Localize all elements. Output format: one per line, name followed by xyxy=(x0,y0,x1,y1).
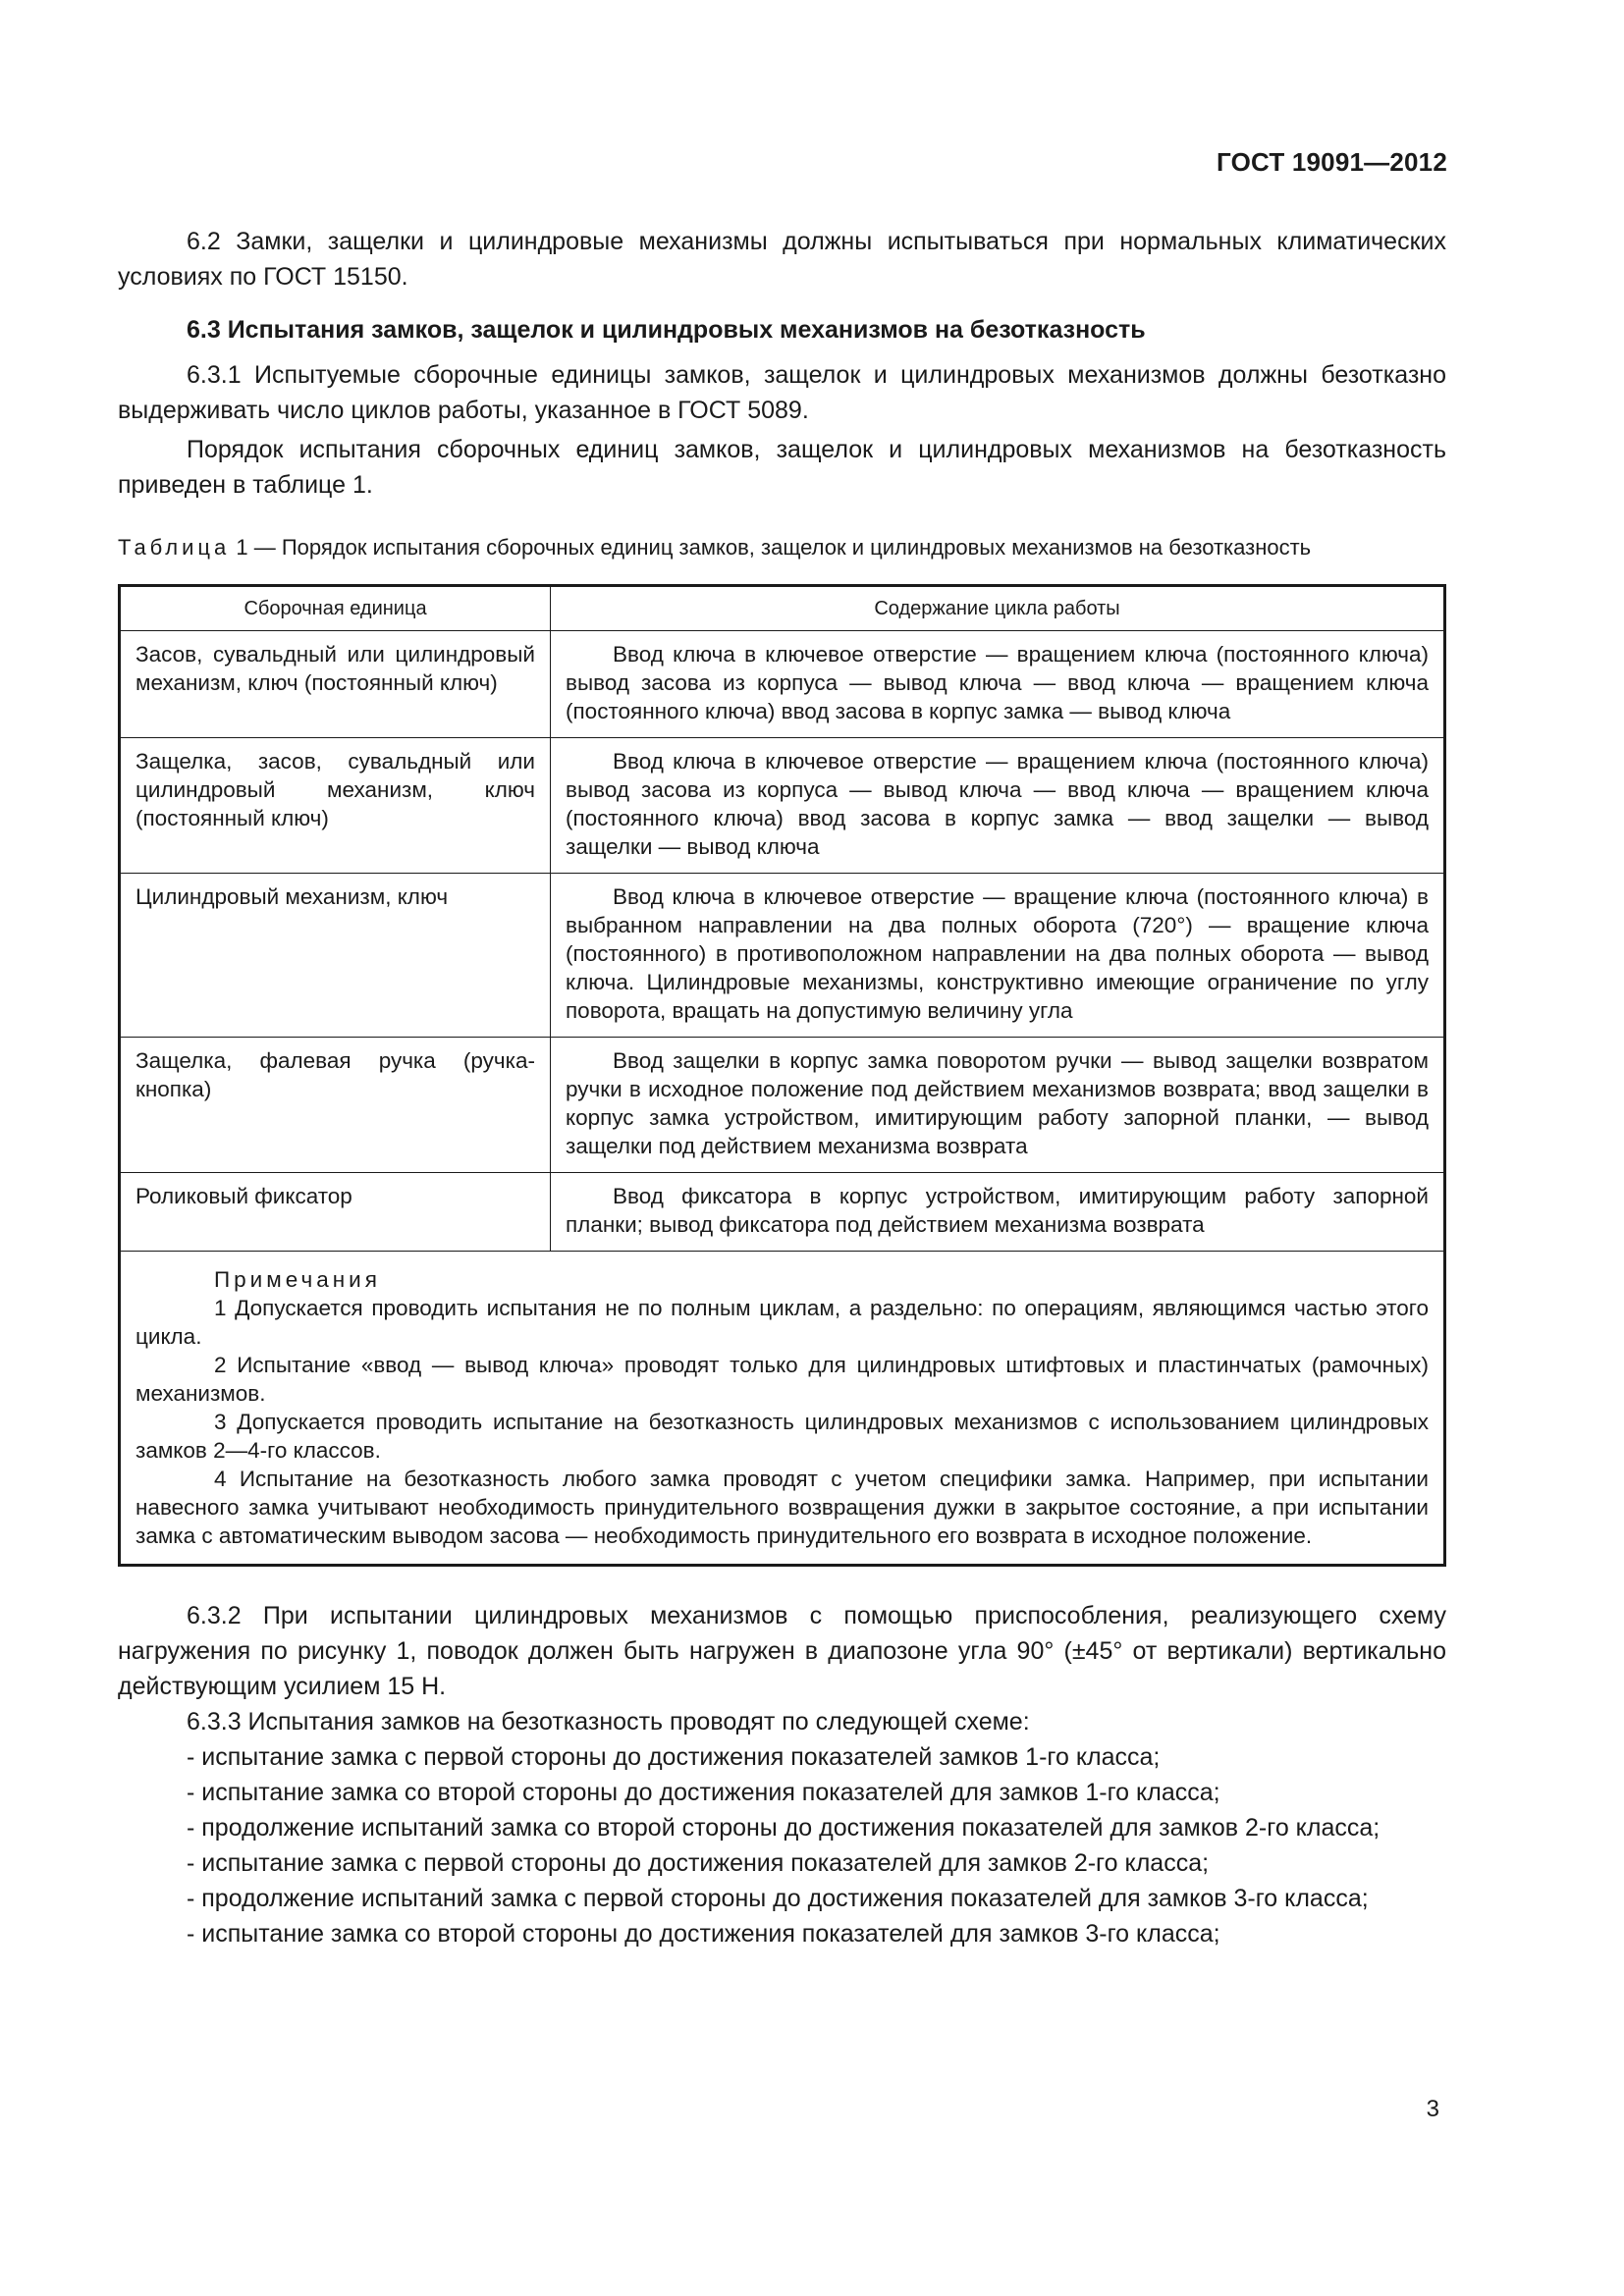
notes-title: Примечания xyxy=(214,1267,381,1292)
header-cycle-content: Содержание цикла работы xyxy=(551,586,1445,631)
cell-cycle-content: Ввод фиксатора в корпус устройством, имитирующим работу запорной планки; вывод фиксатора под действием механизма возврата xyxy=(551,1173,1445,1252)
test-order-table xyxy=(118,584,1446,1567)
paragraph-test-order: Порядок испытания сборочных единиц замков, защелок и цилиндровых механизмов на безотказность приведен в таблице 1. xyxy=(118,436,1446,499)
cell-assembly-unit: Засов, сувальдный или цилиндровый механизм, ключ (постоянный ключ) xyxy=(120,631,551,738)
paragraph-6-3-2: 6.3.2 При испытании цилиндровых механизмов с помощью приспособления, реализующего схему нагружения по рисунку 1, поводок должен быть нагружен в диапозоне угла 90° (±45° от вертикали) вертикально действующим усилием 15 Н. xyxy=(118,1602,1446,1700)
cell-cycle-content: Ввод ключа в ключевое отверстие — вращением ключа (постоянного ключа) вывод засова из корпуса — вывод ключа — ввод ключа — вращением ключа (постоянного ключа) ввод засова в корпус замка — вывод ключа xyxy=(551,631,1445,738)
cell-cycle-content: Ввод ключа в ключевое отверстие — вращение ключа (постоянного ключа) в выбранном направлении на два полных оборота (720°) — вращение ключа (постоянного) в противоположном направлении на два полных оборота — вывод ключа. Цилиндровые механизмы, конструктивно имеющие ограничение по углу поворота, вращать на допустимую величину угла xyxy=(551,874,1445,1038)
table-row xyxy=(120,738,1445,874)
document-id: ГОСТ 19091—2012 xyxy=(1217,147,1447,177)
table-caption-label: Таблица xyxy=(118,535,231,560)
table-row xyxy=(120,1173,1445,1252)
paragraph-6-3-3: 6.3.3 Испытания замков на безотказность проводят по следующей схеме: xyxy=(187,1708,1030,1735)
scheme-item: - испытание замка с первой стороны до достижения показателей замков 1-го класса; xyxy=(187,1743,1161,1771)
table-row xyxy=(120,1038,1445,1173)
note-item: 1 Допускается проводить испытания не по полным циклам, а раздельно: по операциям, являющимся частью этого цикла. xyxy=(135,1296,1429,1349)
paragraph-6-3-1: 6.3.1 Испытуемые сборочные единицы замков, защелок и цилиндровых механизмов должны безотказно выдерживать число циклов работы, указанное в ГОСТ 5089. xyxy=(118,361,1446,424)
scheme-item: - испытание замка с первой стороны до достижения показателей для замков 2-го класса; xyxy=(187,1849,1210,1877)
table-notes-row xyxy=(120,1252,1445,1566)
table-caption xyxy=(118,532,1446,562)
table-notes xyxy=(120,1252,1445,1566)
note-item: 2 Испытание «ввод — вывод ключа» проводят только для цилиндровых штифтовых и пластинчатых (рамочных) механизмов. xyxy=(135,1353,1429,1406)
scheme-item: - продолжение испытаний замка со второй стороны до достижения показателей для замков 2-го класса; xyxy=(187,1814,1380,1842)
table-row xyxy=(120,874,1445,1038)
note-item: 4 Испытание на безотказность любого замка проводят с учетом специфики замка. Например, при испытании навесного замка учитывают необходимость принудительного возвращения дужки в закрытое состояние, а при испытании замка с автоматическим выводом засова — необходимость принудительного его возврата в исходное положение. xyxy=(135,1467,1429,1548)
section-heading-6-3: 6.3 Испытания замков, защелок и цилиндровых механизмов на безотказность xyxy=(187,316,1146,344)
cell-assembly-unit: Роликовый фиксатор xyxy=(120,1173,551,1252)
header-assembly-unit: Сборочная единица xyxy=(120,586,551,631)
scheme-item: - продолжение испытаний замка с первой стороны до достижения показателей для замков 3-го класса; xyxy=(187,1885,1369,1912)
table-header-row xyxy=(120,586,1445,631)
table-caption-text: 1 — Порядок испытания сборочных единиц замков, защелок и цилиндровых механизмов на безотказность xyxy=(230,535,1312,560)
cell-assembly-unit: Защелка, фалевая ручка (ручка-кнопка) xyxy=(120,1038,551,1173)
page-number: 3 xyxy=(1426,2096,1439,2122)
paragraph-6-2: 6.2 Замки, защелки и цилиндровые механизмы должны испытываться при нормальных климатических условиях по ГОСТ 15150. xyxy=(118,228,1446,291)
page-content xyxy=(118,224,1446,1951)
cell-assembly-unit: Цилиндровый механизм, ключ xyxy=(120,874,551,1038)
scheme-item: - испытание замка со второй стороны до достижения показателей для замков 3-го класса; xyxy=(187,1920,1220,1948)
cell-cycle-content: Ввод защелки в корпус замка поворотом ручки — вывод защелки возвратом ручки в исходное положение под действием механизмов возврата; ввод защелки в корпус замка устройством, имитирующим работу запорной планки, — вывод защелки под действием механизма возврата xyxy=(551,1038,1445,1173)
cell-cycle-content: Ввод ключа в ключевое отверстие — вращением ключа (постоянного ключа) вывод засова из корпуса — вывод ключа — ввод ключа — вращением ключа (постоянного ключа) ввод засова в корпус замка — ввод защелки — вывод защелки — вывод ключа xyxy=(551,738,1445,874)
note-item: 3 Допускается проводить испытание на безотказность цилиндровых механизмов с использованием цилиндровых замков 2—4-го классов. xyxy=(135,1410,1429,1463)
table-row xyxy=(120,631,1445,738)
cell-assembly-unit: Защелка, засов, сувальдный или цилиндровый механизм, ключ (постоянный ключ) xyxy=(120,738,551,874)
scheme-item: - испытание замка со второй стороны до достижения показателей для замков 1-го класса; xyxy=(187,1779,1220,1806)
